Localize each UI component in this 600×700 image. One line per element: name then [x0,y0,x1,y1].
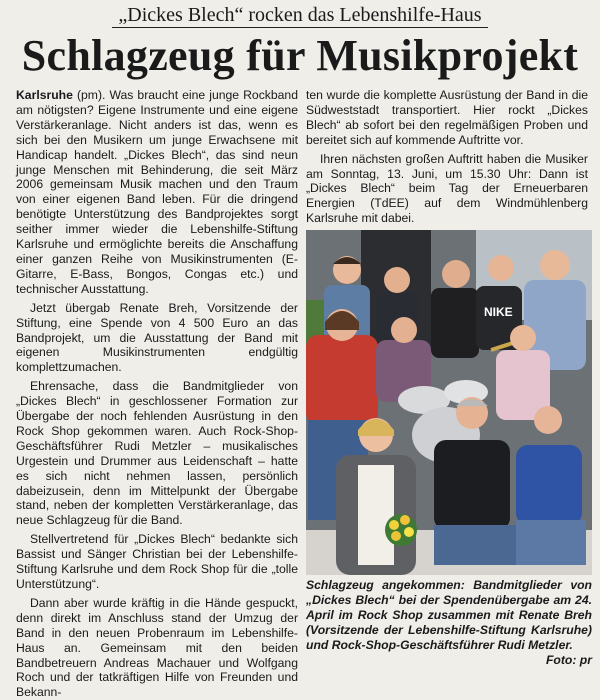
dateline: Karlsruhe [16,88,73,102]
kicker [0,2,600,28]
headline: Schlagzeug für Musikprojekt [21,31,579,80]
band-photo-illustration [306,230,592,575]
band-photo [306,230,592,575]
author-tag: (pm). [72,88,110,102]
caption-text: Schlagzeug angekommen: Bandmitglieder von „Dickes Blech“ bei der Spendenübergabe am 24. April im Rock Shop zusammen mit Renate Breh (Vorsitzende der Lebenshilfe-Stiftung Karlsruhe) und Rock-Shop-Geschäftsführer Rudi Metzler. [306,578,592,652]
article-paragraph-3: Ehrensache, dass die Bandmitglieder von „Dickes Blech“ in geschlossener Formation zur Übergabe der noch fehlenden Ausrüstung in den Rock Shop gekommen waren. Auch Rock-Shop-Geschäftsführer Rudi Metzler – musikalisches Urgestein und Drummer aus Leidenschaft – hatte es sich nicht nehmen lassen, persönlich dabeizusein, denn im Mittelpunkt der Übergabe stand, neben der kompletten Verstärkeranlage, das neue Schlagzeug für die Band. [16,379,298,528]
article-paragraph-6: ten wurde die komplette Ausrüstung der Band in die Südweststadt transportiert. Hier rockt „Dickes Blech“ ab sofort bei den regelmäßigen Proben und bereitet sich auf kommende Auftritte vor. [306,88,588,147]
photo-caption [306,578,592,668]
article-paragraph-7: Ihren nächsten großen Auftritt haben die Musiker am Sonntag, 13. Juni, um 15.30 Uhr: Dann ist „Dickes Blech“ beim Tag der Erneuerbaren Energien (TdEE) auf dem Windmühlenberg Karlsruhe mit dabei. [306,151,588,226]
article-paragraph-5: Dann aber wurde kräftig in die Hände gespuckt, denn direkt im Anschluss stand der Umzug der Band in den neuen Probenraum im Lebenshilfe-Haus an. Gemeinsam mit den beiden Bandbetreuern Andreas Machauer und Wolfgang Roch und der tatkräftigen Hilfe von Freunden und Bekann- [16,595,298,700]
article-paragraph-2: Jetzt übergab Renate Breh, Vorsitzende der Stiftung, eine Spende von 4 500 Euro an das Bandprojekt, um die Ausstattung der Band mit eigenen Musikinstrumenten endgültig komplettzumachen. [16,300,298,375]
article-paragraph-1 [16,88,298,297]
article-column-right [306,88,588,228]
flower-bouquet [385,514,417,546]
article-paragraph-4: Stellvertretend für „Dickes Blech“ bedankte sich Bassist und Sänger Christian bei der Lebenshilfe-Stiftung Karlsruhe und dem Rock Shop für die „tolle Unterstützung“. [16,532,298,591]
paragraph-text: Was braucht eine junge Rockband am nötigsten? Eigene Instrumente und eine eigene Verstärkeranlage. Nicht anders ist das, wenn es sich bei den Musikern um junge Erwachsene mit Handicap handelt. „Dickes Blech“, das sind neun junge Menschen mit Behinderung, die seit März 2006 gemeinsam Musik machen und den Traum von einer eigenen Band leben. Für die dringend benötigte Unterstützung des Bandprojektes sorgt seither immer wieder die Lebenshilfe-Stiftung Karlsruhe und ermöglichte bereits die Anschaffung einer ganzen Reihe von Musikinstrumenten (E-Gitarre, E-Bass, Bongos, Congas etc.) und technischer Ausstattung. [16,88,298,296]
photo-credit: Foto: pr [545,653,592,667]
article-column-left [16,88,298,700]
nike-shirt-text: NIKE [484,305,513,319]
kicker-text: „Dickes Blech“ rocken das Lebenshilfe-Haus [112,4,487,28]
